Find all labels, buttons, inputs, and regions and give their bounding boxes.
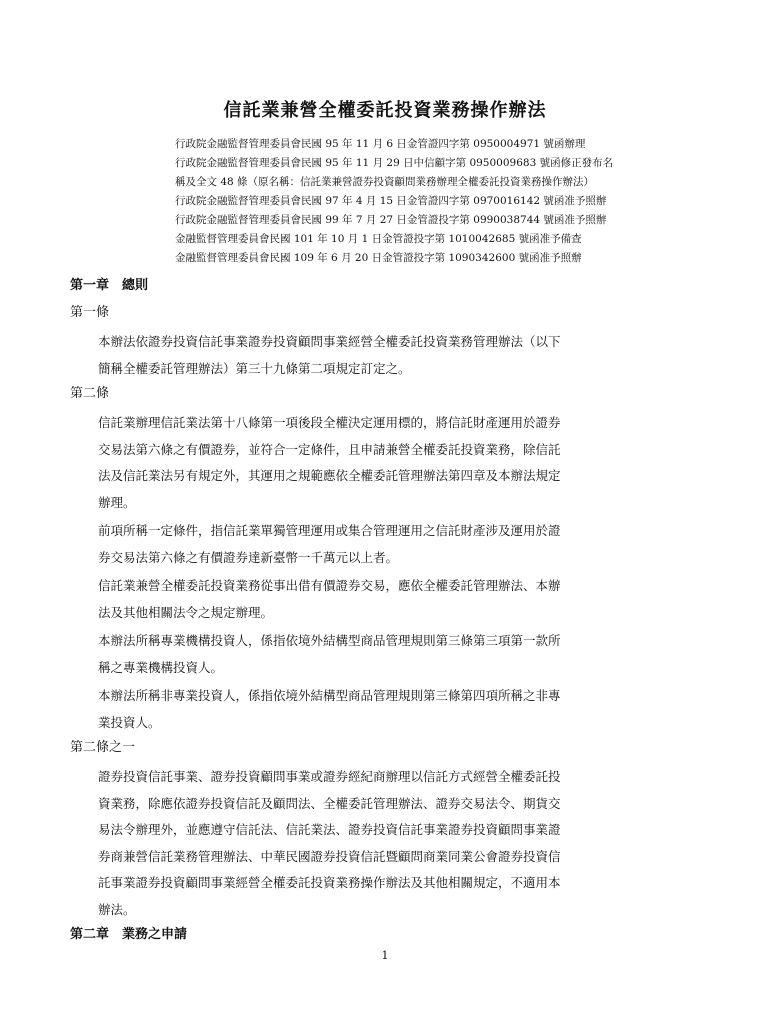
paragraph-line: 辦法。 (98, 901, 136, 917)
chapter-heading: 第一章 總則 (70, 278, 149, 293)
article-heading: 第二條之一 (70, 740, 136, 755)
paragraph-line: 業投資人。 (98, 714, 161, 730)
paragraph-line: 交易法第六條之有價證券，並符合一定條件，且申請兼營全權委託投資業務，除信託 (98, 441, 561, 457)
paragraph-line: 易法令辦理外，並應遵守信託法、信託業法、證券投資信託事業證券投資顧問事業證 (98, 822, 561, 837)
paragraph (70, 628, 680, 681)
paragraph-line: 信託業辦理信託業法第十八條第一項後段全權決定運用標的，將信託財產運用於證券 (98, 415, 561, 430)
paragraph-line: 法及其他相關法令之規定辦理。 (98, 604, 274, 620)
history-line: 稱及全文 48 條（原名稱：信託業兼營證券投資顧問業務辦理全權委託投資業務操作辦法） (175, 176, 595, 188)
paragraph (70, 518, 680, 571)
paragraph-line: 資業務，除應依證券投資信託及顧問法、全權委託管理辦法、證券交易法令、期貨交 (98, 795, 561, 811)
paragraph-line: 簡稱全權委託管理辦法）第三十九條第二項規定訂定之。 (98, 360, 411, 376)
paragraph (70, 573, 680, 626)
history-line: 行政院金融監督管理委員會民國 97 年 4 月 15 日金管證四字第 0970016142 號函准予照辦 (175, 195, 607, 207)
paragraph-line: 證券投資信託事業、證券投資顧問事業或證券經紀商辦理以信託方式經營全權委託投 (98, 769, 561, 784)
history-line: 金融監督管理委員會民國 101 年 10 月 1 日金管證投字第 1010042685 號函准予備查 (175, 233, 582, 245)
paragraph-line: 託事業證券投資顧問事業經營全權委託投資業務操作辦法及其他相關規定，不適用本 (98, 875, 561, 890)
document-title: 信託業兼營全權委託投資業務操作辦法 (223, 100, 547, 121)
paragraph (70, 764, 680, 923)
history-line: 金融監督管理委員會民國 109 年 6 月 20 日金管證投字第 1090342600 號函准予照辦 (175, 252, 582, 264)
amendment-history (175, 135, 685, 268)
page-number: 1 (381, 949, 389, 962)
history-line: 行政院金融監督管理委員會民國 95 年 11 月 6 日金管證四字第 0950004971 號函辦理 (175, 138, 586, 150)
document-body (70, 276, 680, 952)
paragraph (70, 410, 680, 516)
paragraph (70, 683, 680, 736)
paragraph-line: 本辦法所稱非專業投資人，係指依境外結構型商品管理規則第三條第四項所稱之非專 (98, 688, 561, 703)
paragraph-line: 信託業兼營全權委託投資業務從事出借有價證券交易，應依全權委託管理辦法、本辦 (98, 578, 561, 593)
paragraph-line: 券商兼營信託業務管理辦法、中華民國證券投資信託暨顧問商業同業公會證券投資信 (98, 848, 561, 864)
paragraph-line: 券交易法第六條之有價證券達新臺幣一千萬元以上者。 (98, 549, 399, 565)
paragraph-line: 辦理。 (98, 494, 136, 510)
paragraph-line: 本辦法依證券投資信託事業證券投資顧問事業經營全權委託投資業務管理辦法（以下 (98, 334, 561, 349)
paragraph-line: 法及信託業法另有規定外，其運用之規範應依全權委託管理辦法第四章及本辦法規定 (98, 468, 561, 483)
paragraph (70, 329, 680, 382)
history-line: 行政院金融監督管理委員會民國 95 年 11 月 29 日中信顧字第 0950009683 號函修正發布名 (175, 157, 614, 169)
paragraph-line: 本辦法所稱專業機構投資人，係指依境外結構型商品管理規則第三條第三項第一款所 (98, 633, 561, 648)
paragraph-line: 稱之專業機構投資人。 (98, 659, 224, 675)
chapter-heading: 第二章 業務之申請 (70, 927, 188, 942)
history-line: 行政院金融監督管理委員會民國 99 年 7 月 27 日金管證投字第 0990038744 號函准予照辦 (175, 214, 607, 226)
paragraph-line: 前項所稱一定條件，指信託業單獨管理運用或集合管理運用之信託財產涉及運用於證 (98, 523, 561, 538)
article-heading: 第二條 (70, 386, 110, 401)
article-heading: 第一條 (70, 305, 110, 320)
